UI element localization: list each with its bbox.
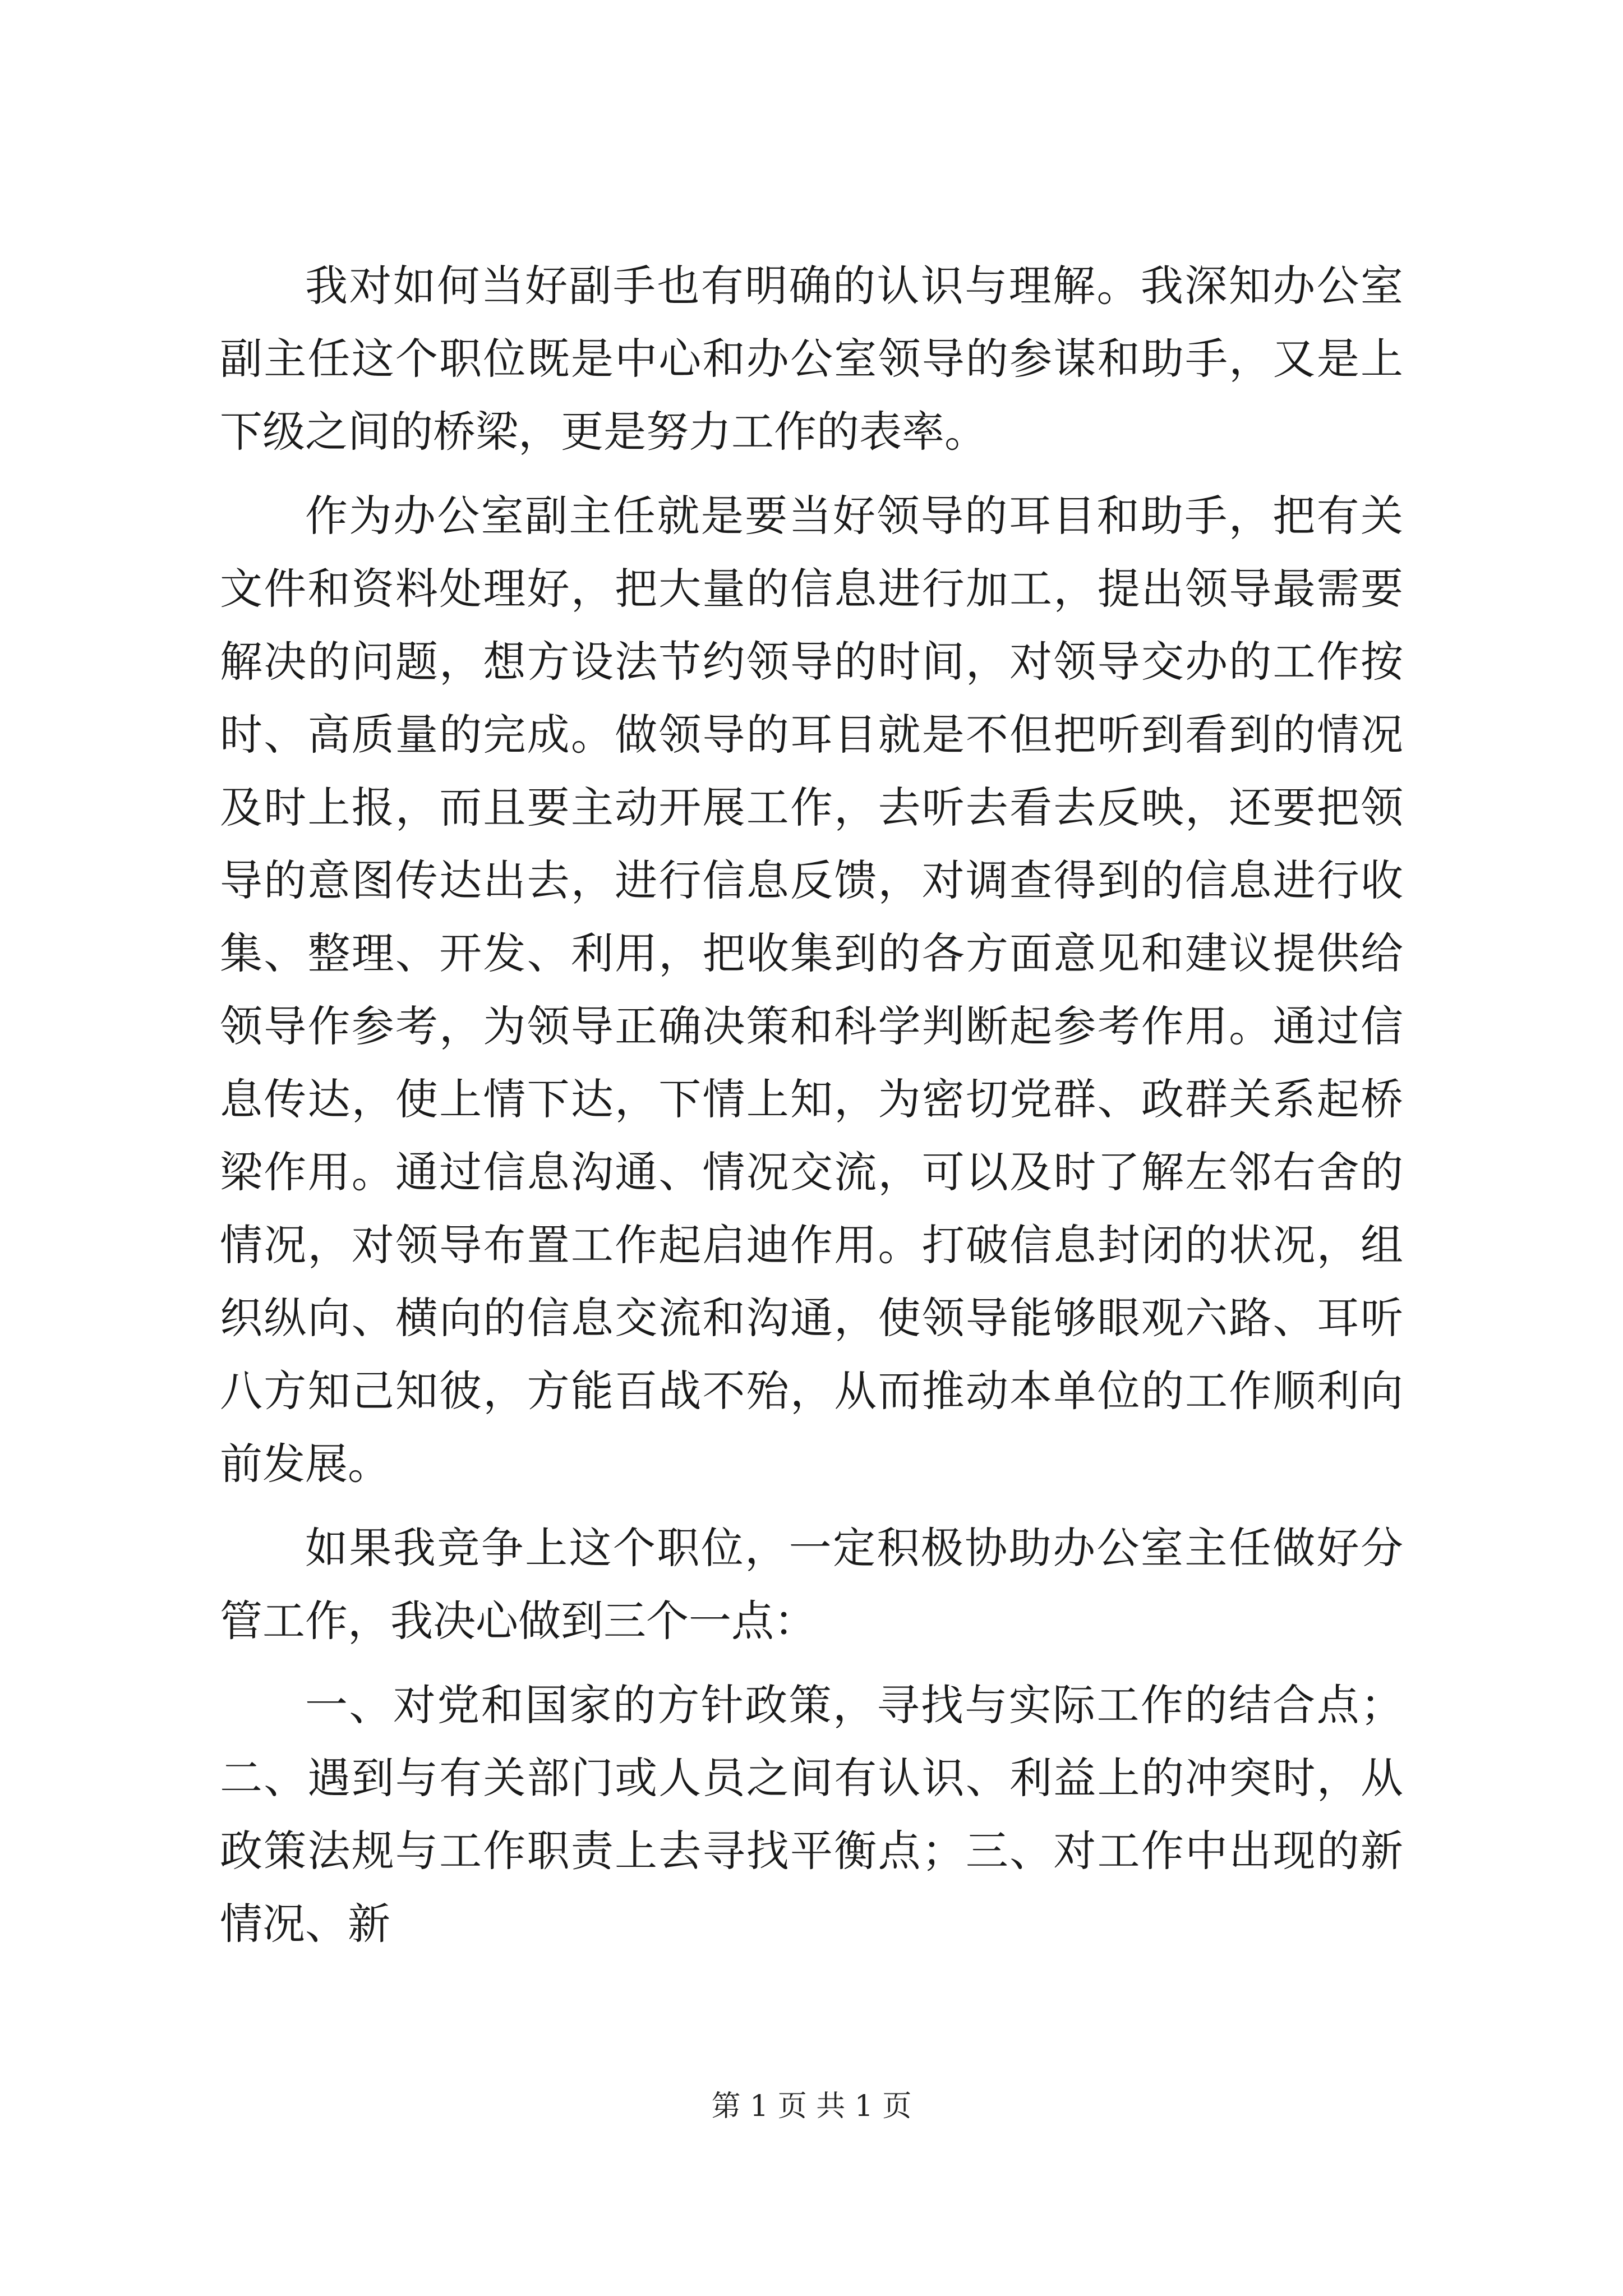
page-footer: 第 1 页 共 1 页 [711, 2090, 912, 2123]
document-body [220, 250, 1403, 1972]
paragraph: 我对如何当好副手也有明确的认识与理解。我深知办公室副主任这个职位既是中心和办公室领导的参谋和助手，又是上下级之间的桥梁，更是努力工作的表率。 [220, 261, 1403, 457]
paragraph: 作为办公室副主任就是要当好领导的耳目和助手，把有关文件和资料处理好，把大量的信息进行加工，提出领导最需要解决的问题，想方设法节约领导的时间，对领导交办的工作按时、高质量的完成。做领导的耳目就是不但把听到看到的情况及时上报，而且要主动开展工作，去听去看去反映，还要把领导的意图传达出去，进行信息反馈，对调查得到的信息进行收集、整理、开发、利用，把收集到的各方面意见和建议提供给领导作参考，为领导正确决策和科学判断起参考作用。通过信息传达，使上情下达，下情上知，为密切党群、政群关系起桥梁作用。通过信息沟通、情况交流，可以及时了解左邻右舍的情况，对领导布置工作起启迪作用。打破信息封闭的状况，组织纵向、横向的信息交流和沟通，使领导能够眼观六路、耳听八方知己知彼，方能百战不殆，从而推动本单位的工作顺利向前发展。 [220, 491, 1403, 1489]
paragraph: 如果我竞争上这个职位，一定积极协助办公室主任做好分管工作，我决心做到三个一点： [220, 1523, 1403, 1646]
paragraph: 一、对党和国家的方针政策，寻找与实际工作的结合点；二、遇到与有关部门或人员之间有认识、利益上的冲突时，从政策法规与工作职责上去寻找平衡点；三、对工作中出现的新情况、新 [220, 1680, 1403, 1949]
